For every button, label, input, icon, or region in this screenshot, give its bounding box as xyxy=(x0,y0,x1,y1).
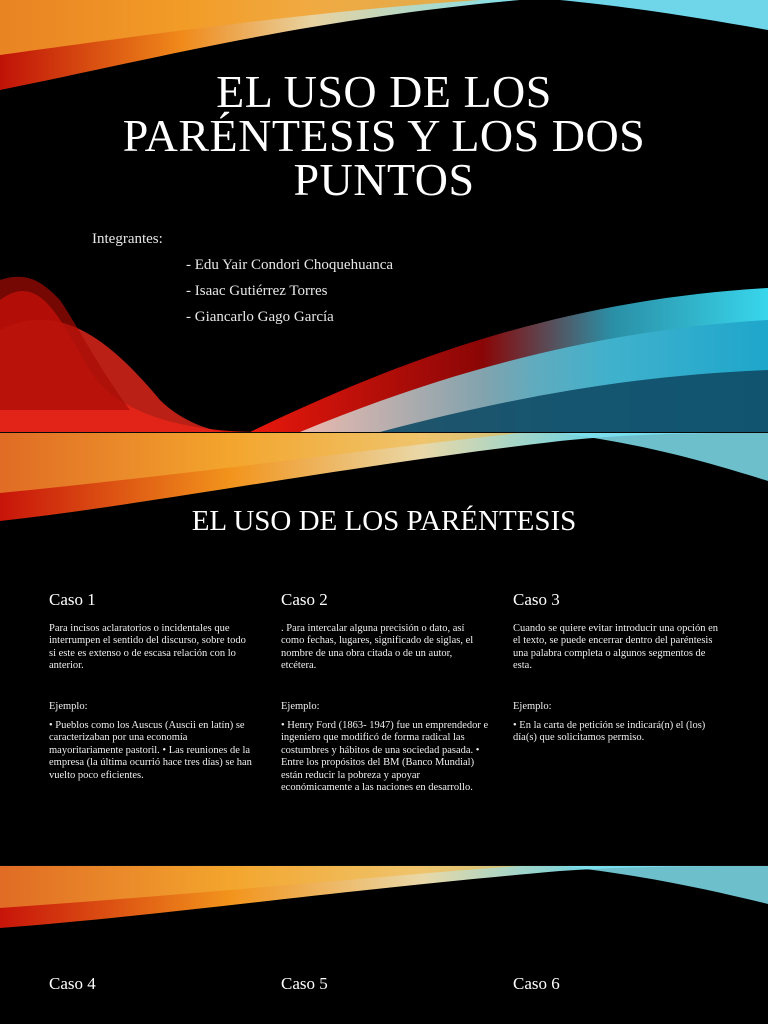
example-text: • Henry Ford (1863- 1947) fue un emprendedor e ingeniero que modificó de forma radical las costumbres y hábitos de una sociedad pasada. • Entre los propósitos del BM (Banco Mundial) están reducir la pobreza y apoyar económicamente a las naciones en desarrollo. xyxy=(281,720,489,794)
case-heading: Caso 2 xyxy=(281,590,328,609)
swoosh-decoration xyxy=(0,0,768,432)
example-label: Ejemplo: xyxy=(281,701,320,712)
title-line-1: EL USO DE LOS xyxy=(216,66,552,117)
presentation-title xyxy=(0,66,768,205)
case-3-block xyxy=(513,590,723,744)
case-heading: Caso 4 xyxy=(49,974,96,993)
slide-title: EL USO DE LOS PARÉNTESIS xyxy=(191,505,577,537)
example-text: • En la carta de petición se indicará(n) el (los) día(s) que solicitamos permiso. xyxy=(513,720,706,744)
member-name: - Giancarlo Gago García xyxy=(186,309,334,325)
case-description: . Para intercalar alguna precisión o dato, así como fechas, lugares, significado de siglas, el nombre de una obra citada o de un autor, etcétera. xyxy=(281,623,474,672)
case-4-block xyxy=(49,974,259,994)
case-heading: Caso 3 xyxy=(513,590,560,609)
case-6-block xyxy=(513,974,723,994)
case-heading: Caso 1 xyxy=(49,590,96,609)
case-2-block xyxy=(281,590,491,794)
title-line-3: PUNTOS xyxy=(293,154,475,205)
member-name: - Isaac Gutiérrez Torres xyxy=(186,283,328,299)
example-label: Ejemplo: xyxy=(49,701,88,712)
case-1-block xyxy=(49,590,259,781)
continued-slide xyxy=(0,866,768,1024)
example-label: Ejemplo: xyxy=(513,701,552,712)
case-heading: Caso 5 xyxy=(281,974,328,993)
title-slide xyxy=(0,0,768,432)
case-5-block xyxy=(281,974,491,994)
title-line-2: PARÉNTESIS Y LOS DOS xyxy=(122,110,646,161)
case-description: Cuando se quiere evitar introducir una opción en el texto, se puede encerrar dentro del paréntesis una palabra completa o algunos segmentos de esta. xyxy=(513,623,718,672)
member-name: - Edu Yair Condori Choquehuanca xyxy=(186,257,394,273)
case-description: Para incisos aclaratorios o incidentales que interrumpen el sentido del discurso, sobre todo si este es extenso o de escasa relación con lo anterior. xyxy=(49,623,246,672)
case-heading: Caso 6 xyxy=(513,974,560,993)
parentesis-slide xyxy=(0,433,768,865)
example-text: • Pueblos como los Auscus (Auscii en latín) se caracterizaban por una economía mayoritariamente pastoril. • Las reuniones de la empresa (la última ocurrió hace tres días) se han vuelto poco eficientes. xyxy=(49,720,252,781)
integrantes-label: Integrantes: xyxy=(92,231,163,247)
swoosh-decoration xyxy=(0,866,768,956)
